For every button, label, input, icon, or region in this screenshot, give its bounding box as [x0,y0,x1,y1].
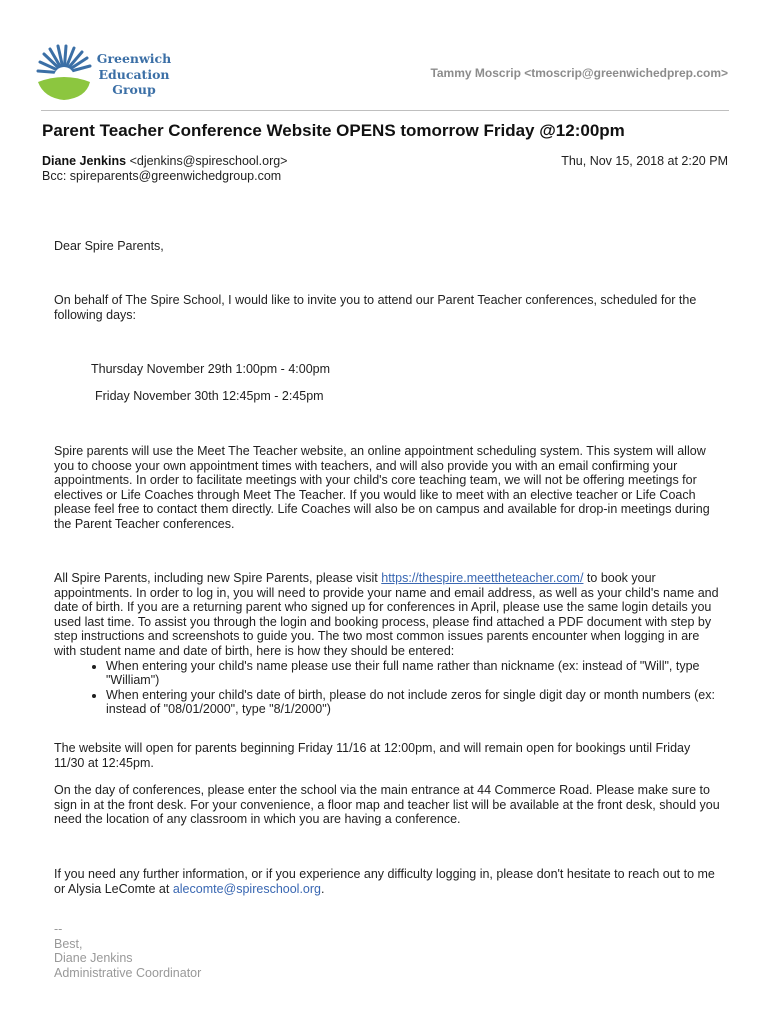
contact-text-post: . [321,881,325,896]
conference-day-2 [95,389,695,404]
login-tips-list [54,659,724,717]
intro-paragraph [54,293,724,322]
brand-line-1: Greenwich [96,51,172,66]
signature-title: Administrative Coordinator [54,965,202,980]
brand-line-2: Education [98,66,170,82]
contact-email-link[interactable]: alecomte@spireschool.org [172,881,321,896]
booking-paragraph [54,571,724,717]
signature-dashes: -- [54,922,63,936]
email-date: Thu, Nov 15, 2018 at 2:20 PM [561,154,728,168]
conference-day-1 [91,362,691,377]
header-divider [41,110,729,111]
sunburst-logo-icon [36,44,92,102]
day-of-paragraph [54,783,724,827]
website-open-paragraph [54,741,724,770]
email-subject: Parent Teacher Conference Website OPENS tomorrow Friday @12:00pm [42,121,625,140]
sender-name: Diane Jenkins [42,154,127,168]
contact-text-pre: If you need any further information, or if you experience any difficulty logging in, please don't hesitate to reach out to me or Alysia LeComte at [54,867,715,896]
meet-the-teacher-text: Spire parents will use the Meet The Teacher website, an online appointment scheduling system. This system will allow you to choose your own appointment times with teachers, and will also provide you with an email confirming your appointments. In order to facilitate meetings with your child's core teaching team, we will not be offering meetings for electives or Life Coaches through Meet The Teacher. If you would like to meet with an elective teacher or Life Coach please feel free to contact them directly. Life Coaches will also be on campus and available for drop-in meetings during the Parent Teacher conferences. [54,444,710,531]
visit-text-post: to book your appointments. In order to log in, you will need to provide your name and email address, as well as your child's name and date of birth. If you are a returning parent who signed up for conferences in April, please use the same login details you used last time. To assist you through the login and booking process, please find attached a PDF document with step by step instructions and screenshots to guide you. The two most common issues parents encounter when logging in are with student name and date of birth, here is how they should be entered: [54,571,719,658]
contact-text [54,867,724,896]
list-item: • When entering your child's date of birth, please do not include zeros for single digit day or month numbers (ex: instead of "08/01/2000", type "8/1/2000") [106,688,724,717]
email-signature [54,922,724,980]
visit-text-pre: All Spire Parents, including new Spire Parents, please visit [54,571,382,585]
greeting-text: Dear Spire Parents, [54,239,164,253]
intro-text: On behalf of The Spire School, I would like to invite you to attend our Parent Teacher conferences, scheduled for the following days: [54,293,697,322]
company-logo [36,44,176,102]
sender-address: <djenkins@spireschool.org> [129,154,288,168]
account-label: Tammy Moscrip <tmoscrip@greenwichedprep.com> [430,66,728,80]
signature-best: Best, [54,936,83,951]
booking-text [54,571,724,659]
website-open-text: The website will open for parents beginning Friday 11/16 at 12:00pm, and will remain open for bookings until Friday 11/30 at 12:45pm. [54,741,691,770]
meet-the-teacher-paragraph [54,444,724,532]
day-2-text: Friday November 30th 12:45pm - 2:45pm [95,389,324,403]
meet-the-teacher-link[interactable]: https://thespire.meettheteacher.com/ [381,571,584,585]
email-bcc: Bcc: spireparents@greenwichedgroup.com [42,169,282,183]
day-of-text: On the day of conferences, please enter the school via the main entrance at 44 Commerce Road. Please make sure to sign in at the front desk. For your convenience, a floor map and teacher list will be available at the front desk, should you need the location of any classroom in which you are having a conference. [54,783,720,827]
email-from [42,154,287,168]
signature-name: Diane Jenkins [54,951,133,966]
contact-paragraph [54,867,724,896]
brand-line-3: Group [112,82,156,97]
brand-name [92,51,176,98]
list-item: • When entering your child's name please use their full name rather than nickname (ex: instead of "Will", type "William") [106,659,724,688]
day-1-text: Thursday November 29th 1:00pm - 4:00pm [91,362,331,376]
greeting [54,239,724,254]
